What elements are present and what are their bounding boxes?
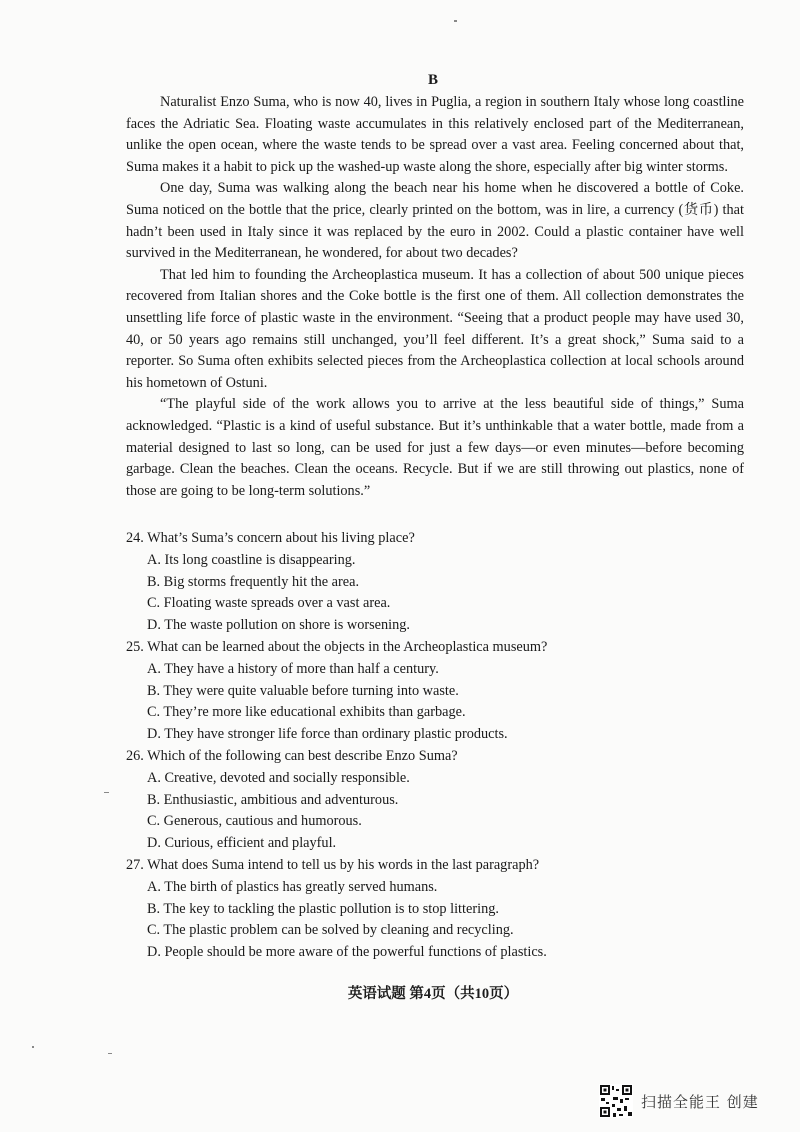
passage-paragraph-1: Naturalist Enzo Suma, who is now 40, lives in Puglia, a region in southern Italy whose long coastline faces the Adriatic Sea. Floating waste accumulates in this relatively enclosed part of the Mediterranean, unlike the open ocean, where the waste tends to be spread over a vast area. Feeling concerned about that, Suma makes it a habit to pick up the washed-up waste along the shore, especially after big winter storms. [126, 94, 744, 175]
watermark-text: 扫描全能王 创建 [641, 1092, 759, 1111]
passage-paragraph-4: “The playful side of the work allows you to arrive at the less beautiful side of things,” Suma acknowledged. “Plastic is a kind of useful substance. But it’s unthinkable that a water bottle, made from a material designed to last so long, can be used for just a few days—or even minutes—before becoming garbage. Clean the beaches. Clean the oceans. Recycle. But if we are still throwing out plastics, none of those are going to be long-term solutions.” [126, 396, 744, 499]
option-b: B. Enthusiastic, ambitious and adventurous. [147, 791, 399, 808]
option-c: C. Generous, cautious and humorous. [147, 813, 362, 830]
reading-passage [126, 92, 744, 502]
option-b: B. Big storms frequently hit the area. [147, 573, 360, 590]
question-stem: 27. What does Suma intend to tell us by his words in the last paragraph? [126, 856, 540, 873]
section-heading: B [427, 72, 438, 88]
option-d: D. The waste pollution on shore is worsening. [147, 617, 411, 634]
option-b: B. The key to tackling the plastic pollution is to stop littering. [147, 900, 499, 917]
question-list [126, 528, 744, 964]
passage-paragraph-2: One day, Suma was walking along the beach near his home when he discovered a bottle of Coke. Suma noticed on the bottle that the price, clearly printed on the bottom, was in lire, a currency (货币) that hadn’t been used in Italy since it was replaced by the euro in 2002. Could a plastic container have well survived in the Mediterranean, he wondered, for about two decades? [126, 180, 744, 262]
scan-speck [454, 20, 457, 22]
option-c: C. Floating waste spreads over a vast area. [147, 595, 391, 612]
option-d: D. They have stronger life force than ordinary plastic products. [147, 726, 508, 743]
option-c: C. They’re more like educational exhibits than garbage. [147, 704, 466, 721]
option-a: A. They have a history of more than half a century. [147, 660, 439, 677]
option-c: C. The plastic problem can be solved by cleaning and recycling. [147, 922, 514, 939]
option-a: A. Its long coastline is disappearing. [147, 551, 356, 568]
question-stem: 26. Which of the following can best describe Enzo Suma? [126, 747, 458, 764]
option-a: A. The birth of plastics has greatly served humans. [147, 878, 438, 895]
scan-speck [104, 792, 109, 793]
question-25 [126, 637, 744, 746]
option-d: D. Curious, efficient and playful. [147, 835, 337, 852]
scanner-watermark [599, 1084, 759, 1118]
scan-speck [32, 1046, 34, 1048]
question-stem: 25. What can be learned about the objects in the Archeoplastica museum? [126, 638, 548, 655]
question-26 [126, 746, 744, 855]
option-a: A. Creative, devoted and socially responsible. [147, 769, 410, 786]
question-stem: 24. What’s Suma’s concern about his living place? [126, 530, 415, 546]
scan-speck [108, 1053, 112, 1054]
option-d: D. People should be more aware of the powerful functions of plastics. [147, 944, 547, 961]
option-b: B. They were quite valuable before turning into waste. [147, 682, 459, 699]
qr-code-icon [599, 1084, 633, 1118]
question-24 [126, 528, 744, 637]
page-footer: 英语试题 第4页（共10页） [347, 986, 519, 1002]
question-27 [126, 855, 744, 964]
passage-paragraph-3: That led him to founding the Archeoplastica museum. It has a collection of about 500 unique pieces recovered from Italian shores and the Coke bottle is the first one of them. All collection demonstrates the unsettling life force of plastic waste in the environment. “Seeing that a product people may have used 30, 40, or 50 years ago remains still unchanged, you’ll feel different. It’s a great shock,” Suma said to a reporter. So Suma often exhibits selected pieces from the Archeoplastica collection at local schools around his hometown of Ostuni. [126, 266, 744, 391]
